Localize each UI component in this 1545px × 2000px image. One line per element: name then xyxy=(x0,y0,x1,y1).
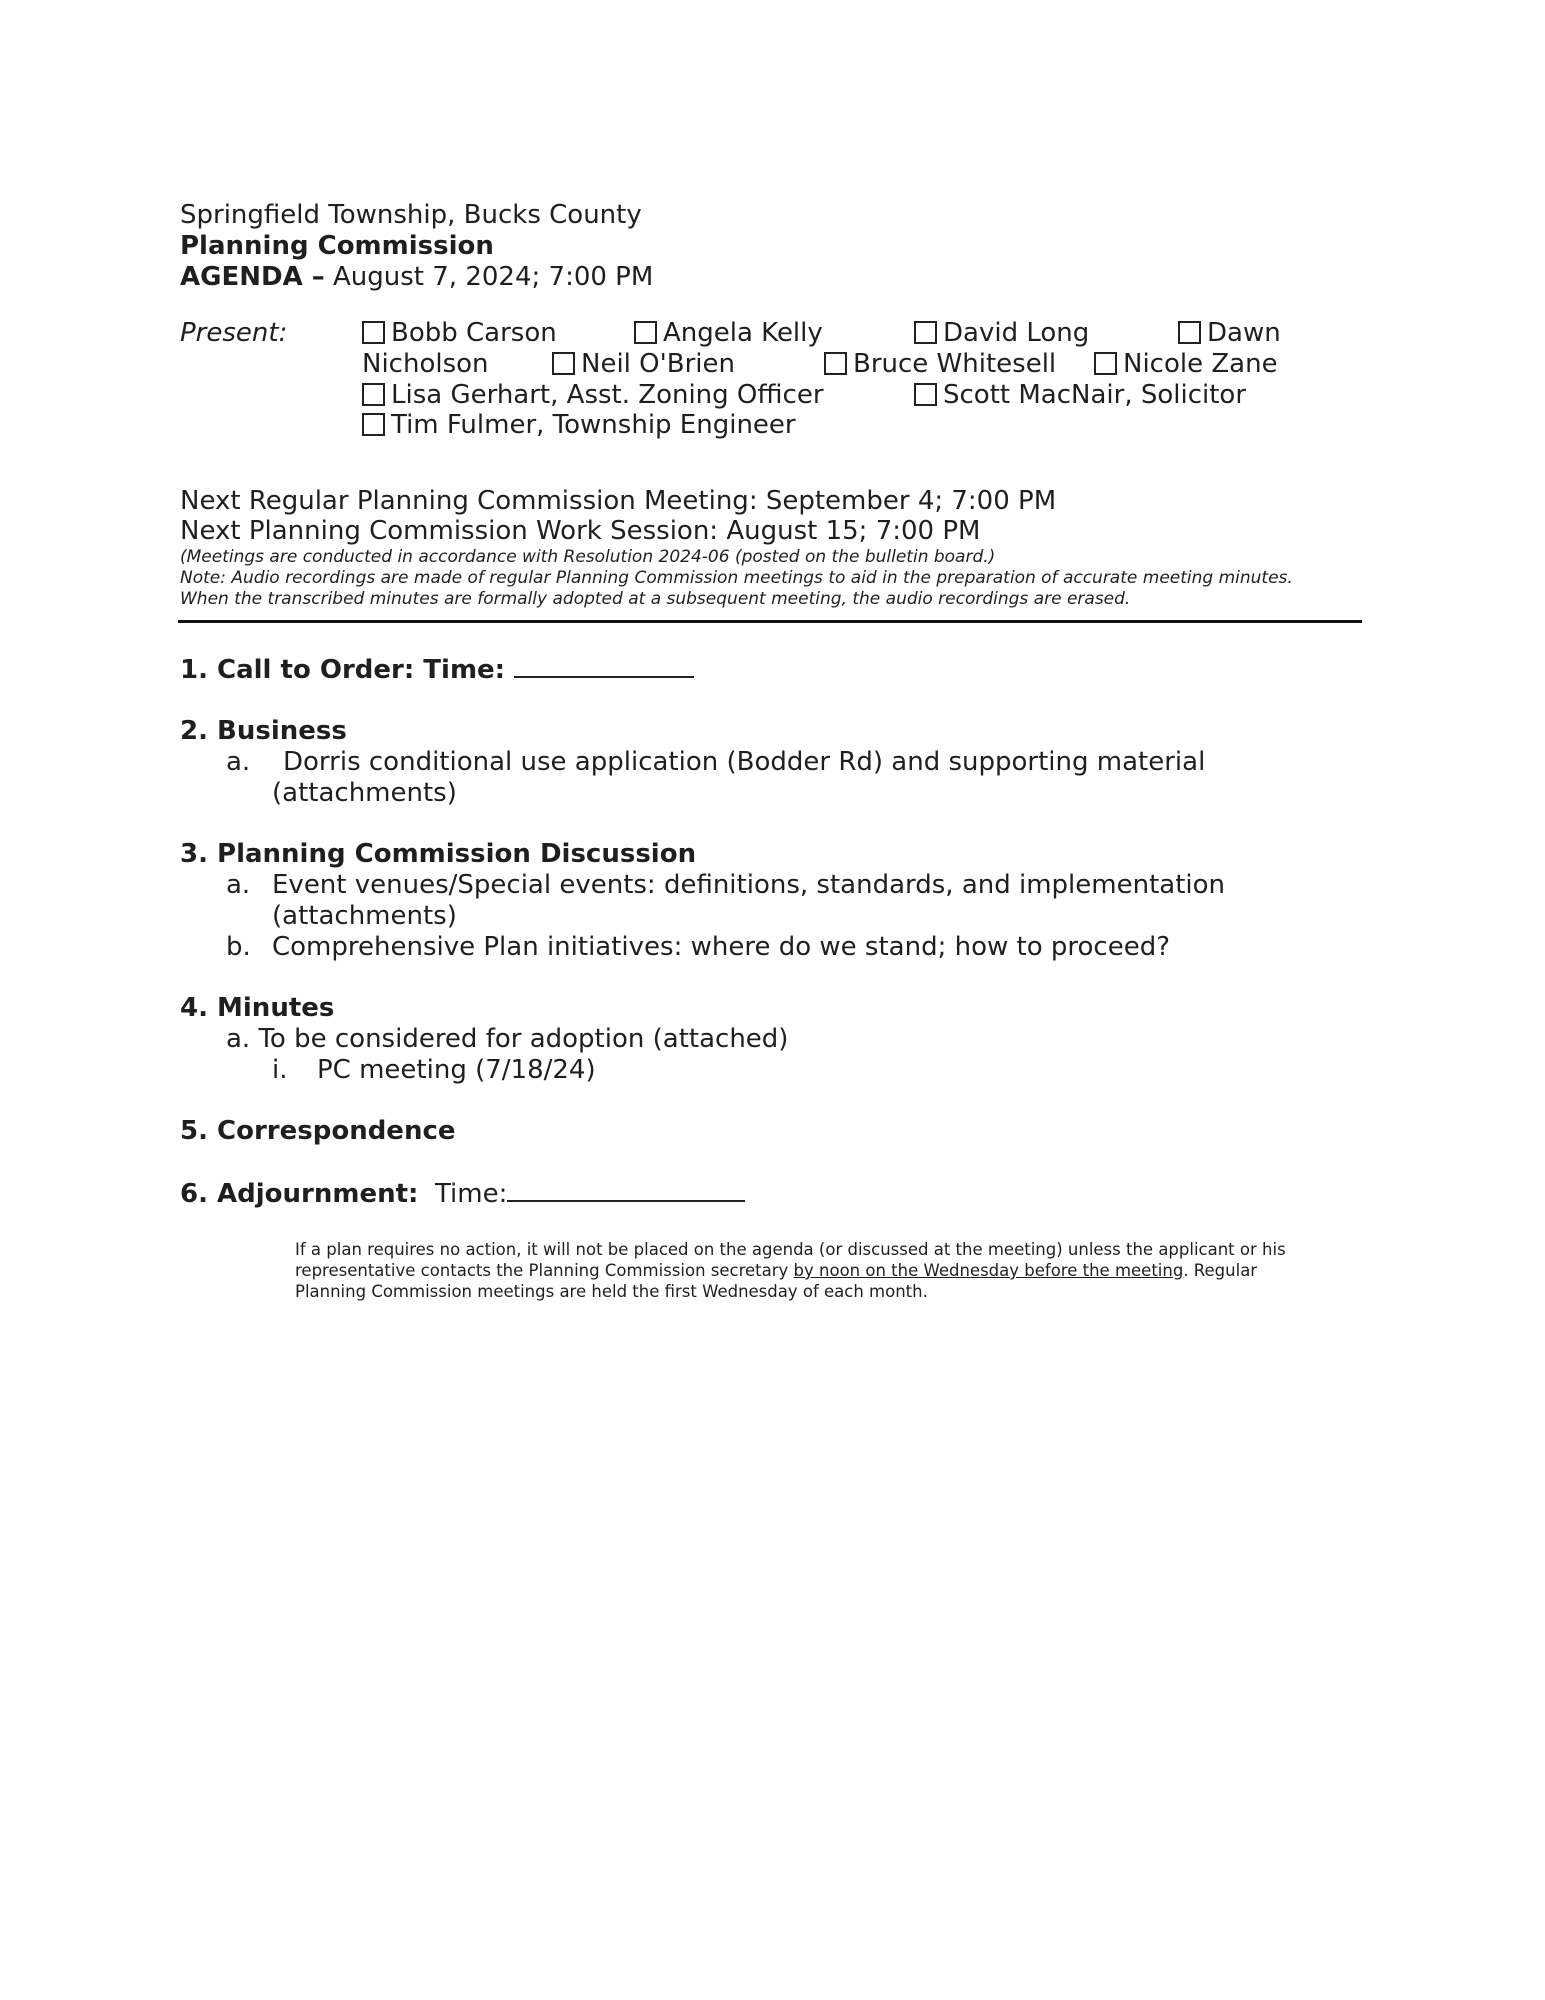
commission-title: Planning Commission xyxy=(180,231,494,261)
item-3b-marker: b. xyxy=(226,932,251,962)
item-adjournment xyxy=(180,1178,745,1209)
attendee-name: Angela Kelly xyxy=(663,318,823,348)
attendee-name: Lisa Gerhart, Asst. Zoning Officer xyxy=(391,380,824,410)
attendee-name: Bruce Whitesell xyxy=(853,349,1057,379)
attendee-name: Dawn xyxy=(1207,318,1281,348)
audio-note: Note: Audio recordings are made of regular Planning Commission meetings to aid in the preparation of accurate meeting minutes. xyxy=(180,568,1293,588)
footer-text: . Regular xyxy=(1183,1261,1258,1280)
footer-line-3: Planning Commission meetings are held the first Wednesday of each month. xyxy=(295,1282,928,1301)
attendee-lisa-gerhart xyxy=(362,380,824,410)
item-business: 2. Business xyxy=(180,716,347,746)
attendee-angela-kelly xyxy=(634,318,823,348)
attendance-checkbox[interactable] xyxy=(914,321,937,344)
footer-line-1: If a plan requires no action, it will not be placed on the agenda (or discussed at the meeting) unless the applicant or his xyxy=(295,1240,1286,1259)
adjournment-time-blank[interactable] xyxy=(507,1178,745,1202)
attendance-checkbox[interactable] xyxy=(634,321,657,344)
attendee-name-continued: Nicholson xyxy=(362,349,489,379)
footer-line-2 xyxy=(295,1260,1257,1281)
attendee-name: Tim Fulmer, Township Engineer xyxy=(391,410,796,440)
attendee-bruce-whitesell xyxy=(824,349,1056,379)
audio-erase-note: When the transcribed minutes are formally adopted at a subsequent meeting, the audio recordings are erased. xyxy=(180,589,1131,609)
item-minutes: 4. Minutes xyxy=(180,993,335,1023)
attendee-name: Neil O'Brien xyxy=(581,349,735,379)
item-3a-text-continued: (attachments) xyxy=(272,901,457,931)
item-3a-marker: a. xyxy=(226,870,251,900)
item-correspondence: 5. Correspondence xyxy=(180,1116,456,1146)
adjournment-time-label: Time: xyxy=(434,1179,508,1209)
footer-text: representative contacts the Planning Commission secretary xyxy=(295,1261,794,1280)
attendee-name: David Long xyxy=(943,318,1090,348)
attendance-checkbox[interactable] xyxy=(552,352,575,375)
attendance-checkbox[interactable] xyxy=(914,383,937,406)
item-3b-text: Comprehensive Plan initiatives: where do we stand; how to proceed? xyxy=(272,932,1171,962)
attendee-scott-macnair xyxy=(914,380,1246,410)
attendance-checkbox[interactable] xyxy=(824,352,847,375)
attendee-tim-fulmer xyxy=(362,410,796,440)
attendee-name: Nicole Zane xyxy=(1123,349,1278,379)
attendance-checkbox[interactable] xyxy=(362,413,385,436)
attendance-checkbox[interactable] xyxy=(362,383,385,406)
item-4ai-marker: i. xyxy=(272,1055,288,1085)
time-blank[interactable] xyxy=(514,654,694,678)
item-4a-text: a. To be considered for adoption (attached) xyxy=(226,1024,789,1054)
item-discussion: 3. Planning Commission Discussion xyxy=(180,839,697,869)
agenda-date: August 7, 2024; 7:00 PM xyxy=(333,262,654,292)
item-2a-marker: a. xyxy=(226,747,251,777)
call-to-order-label: 1. Call to Order: Time: xyxy=(180,655,506,685)
attendee-name: Bobb Carson xyxy=(391,318,557,348)
attendee-name: Scott MacNair, Solicitor xyxy=(943,380,1247,410)
agenda-heading xyxy=(180,262,653,292)
attendee-neil-obrien xyxy=(552,349,735,379)
item-2a-text: Dorris conditional use application (Bodder Rd) and supporting material xyxy=(283,747,1206,777)
divider-line xyxy=(178,620,1362,623)
attendee-bobb-carson xyxy=(362,318,557,348)
attendee-nicole-zane xyxy=(1094,349,1278,379)
next-work-session: Next Planning Commission Work Session: August 15; 7:00 PM xyxy=(180,516,981,546)
township-name: Springfield Township, Bucks County xyxy=(180,200,642,230)
item-4ai-text: PC meeting (7/18/24) xyxy=(317,1055,596,1085)
next-regular-meeting: Next Regular Planning Commission Meeting: September 4; 7:00 PM xyxy=(180,486,1057,516)
present-label: Present: xyxy=(180,318,288,348)
attendance-checkbox[interactable] xyxy=(1178,321,1201,344)
resolution-note: (Meetings are conducted in accordance with Resolution 2024-06 (posted on the bulletin board.) xyxy=(180,547,996,567)
footer-deadline: by noon on the Wednesday before the meeting xyxy=(793,1261,1184,1280)
item-call-to-order xyxy=(180,654,694,685)
attendance-checkbox[interactable] xyxy=(1094,352,1117,375)
adjournment-label: 6. Adjournment: xyxy=(180,1179,419,1209)
item-3a-text: Event venues/Special events: definitions, standards, and implementation xyxy=(272,870,1225,900)
item-2a-text-continued: (attachments) xyxy=(272,778,457,808)
attendance-checkbox[interactable] xyxy=(362,321,385,344)
agenda-label: AGENDA – xyxy=(180,262,325,292)
attendee-david-long xyxy=(914,318,1089,348)
attendee-dawn-nicholson xyxy=(1178,318,1281,348)
